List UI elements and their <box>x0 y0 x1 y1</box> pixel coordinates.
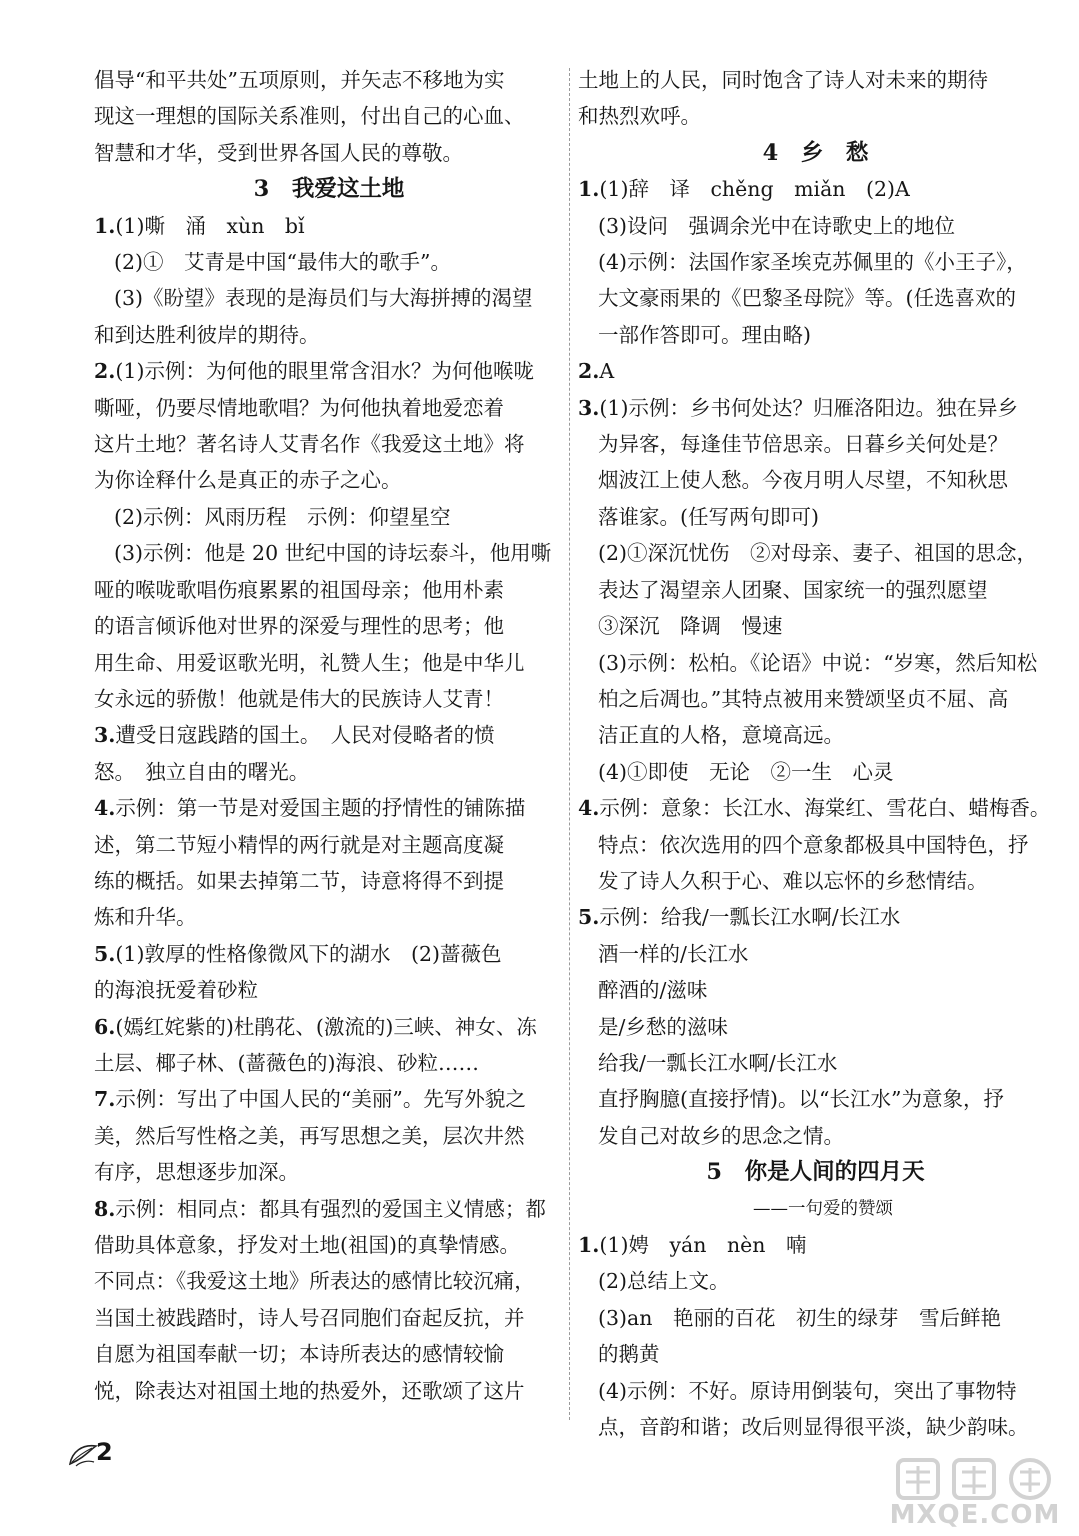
text-line: 练的概括。如果去掉第二节，诗意将得不到提 <box>94 868 504 893</box>
answer-item <box>94 790 564 826</box>
item-text: (1)嘶 涌 xùn bǐ <box>115 213 305 238</box>
text-line: 这片土地？著名诗人艾青名作《我爱这土地》将 <box>94 432 525 457</box>
item-text: A <box>599 359 615 384</box>
item-number: 1. <box>94 213 116 238</box>
text-line: 述，第二节短小精悍的两行就是对主题高度凝 <box>94 832 504 857</box>
text-line: 是/乡愁的滋味 <box>598 1014 728 1039</box>
item-number: 1. <box>578 1233 600 1257</box>
item-number: 3. <box>578 395 600 420</box>
column-divider <box>569 68 570 1420</box>
text-line: 给我/一瓢长江水啊/长江水 <box>598 1050 838 1075</box>
text-line: (3)示例：松柏。《论语》中说：“岁寒，然后知松 <box>598 650 1038 675</box>
answer-item <box>578 171 1053 207</box>
text-line: (3)an 艳丽的百花 初生的绿芽 雪后鲜艳 <box>598 1305 1001 1330</box>
text-line: (3)设问 强调余光中在诗歌史上的地位 <box>598 213 956 238</box>
item-number: 2. <box>94 359 116 384</box>
item-text: (1)敦厚的性格像微风下的湖水 (2)蔷薇色 <box>115 941 502 966</box>
left-column <box>94 62 564 1409</box>
answer-item <box>94 353 564 389</box>
text-line: 美，然后写性格之美，再写思想之美，层次井然 <box>94 1123 525 1148</box>
text-line: 烟波江上使人愁。今夜月明人尽望，不知秋思 <box>598 468 1008 493</box>
answer-site-logo-icon <box>894 1456 1054 1502</box>
item-number: 2. <box>578 359 600 384</box>
text-line: 现这一理想的国际关系准则，付出自己的心血、 <box>94 104 525 129</box>
text-line: 智慧和才华，受到世界各国人民的尊敬。 <box>94 140 463 165</box>
item-text: (1)示例：为何他的眼里常含泪水？为何他喉咙 <box>115 359 534 384</box>
text-line: 一部作答即可。理由略) <box>598 322 811 347</box>
text-line: (2)示例：风雨历程 示例：仰望星空 <box>114 504 451 529</box>
text-line: (2)总结上文。 <box>598 1269 730 1294</box>
text-line: (4)示例：不好。原诗用倒装句，突出了事物特 <box>598 1378 1017 1403</box>
page-number-badge <box>66 1434 124 1472</box>
page-number: 2 <box>96 1438 113 1466</box>
text-line: 酒一样的/长江水 <box>598 941 749 966</box>
text-line: 用生命、用爱讴歌光明，礼赞人生；他是中华儿 <box>94 650 525 675</box>
text-line: (2)① 艾青是中国“最伟大的歌手”。 <box>114 250 451 275</box>
item-number: 4. <box>578 796 600 821</box>
text-line: 和到达胜利彼岸的期待。 <box>94 322 320 347</box>
text-line: 发了诗人久积于心、难以忘怀的乡愁情结。 <box>598 868 988 893</box>
text-line: 的鹅黄 <box>598 1342 660 1367</box>
text-line: 当国土被践踏时，诗人号召同胞们奋起反抗，并 <box>94 1305 525 1330</box>
answer-item <box>578 790 1053 826</box>
text-line: 醉酒的/滋味 <box>598 978 708 1003</box>
item-number: 4. <box>94 796 116 821</box>
text-line: 大文豪雨果的《巴黎圣母院》等。(任选喜欢的 <box>598 286 1016 311</box>
text-line: 的海浪抚爱着砂粒 <box>94 978 258 1003</box>
section-heading: 5 你是人间的四月天 <box>706 1159 925 1186</box>
text-line: 为异客，每逢佳节倍思亲。日暮乡关何处是？ <box>598 432 1008 457</box>
item-text: 示例：给我/一瓢长江水啊/长江水 <box>599 905 901 930</box>
text-line: ③深沉 降调 慢速 <box>598 614 783 639</box>
right-column <box>578 62 1053 1445</box>
answer-item <box>578 1227 1053 1263</box>
answer-item <box>94 936 564 972</box>
item-text: 示例：相同点：都具有强烈的爱国主义情感；都 <box>115 1196 546 1221</box>
item-text: (1)示例：乡书何处达？归雁洛阳边。独在异乡 <box>599 395 1018 420</box>
text-line: 柏之后凋也。”其特点被用来赞颂坚贞不屈、高 <box>598 686 1009 711</box>
text-line: 自愿为祖国奉献一切；本诗所表达的感情较愉 <box>94 1342 504 1367</box>
text-line: 土地上的人民，同时饱含了诗人对未来的期待 <box>578 68 988 92</box>
text-line: 有序，思想逐步加深。 <box>94 1160 299 1185</box>
text-line: (3)示例：他是 20 世纪中国的诗坛泰斗，他用嘶 <box>114 541 552 566</box>
site-watermark <box>880 1456 1070 1532</box>
text-line: 特点：依次选用的四个意象都极具中国特色，抒 <box>598 832 1029 857</box>
section-subtitle: ——一句爱的赞颂 <box>753 1198 893 1219</box>
watermark-text: MXQE.COM <box>889 1500 1061 1530</box>
text-line: (4)示例：法国作家圣埃克苏佩里的《小王子》， <box>598 250 1027 275</box>
item-text: 示例：第一节是对爱国主题的抒情性的铺陈描 <box>115 796 526 821</box>
item-number: 8. <box>94 1196 116 1221</box>
text-line: 不同点：《我爱这土地》所表达的感情比较沉痛， <box>94 1269 535 1294</box>
text-line: 哑的喉咙歌唱伤痕累累的祖国母亲；他用朴素 <box>94 577 504 602</box>
answer-item <box>94 717 564 753</box>
item-text: 遭受日寇践踏的国土。 人民对侵略者的愤 <box>115 723 495 748</box>
item-text: (1)辞 译 chěng miǎn (2)A <box>599 177 910 202</box>
text-line: 炼和升华。 <box>94 905 197 930</box>
text-line: 发自己对故乡的思念之情。 <box>598 1123 844 1148</box>
section-heading: 3 我爱这土地 <box>253 176 405 203</box>
answer-item <box>94 1081 564 1117</box>
text-line: 洁正直的人格，意境高远。 <box>598 723 844 748</box>
text-line: (4)①即使 无论 ②一生 心灵 <box>598 759 894 784</box>
text-line: 倡导“和平共处”五项原则，并矢志不移地为实 <box>94 68 505 92</box>
item-text: (嫣红姹紫的)杜鹃花、(激流的)三峡、神女、冻 <box>115 1014 537 1039</box>
text-line: (2)①深沉忧伤 ②对母亲、妻子、祖国的思念， <box>598 541 1038 566</box>
item-number: 6. <box>94 1014 116 1039</box>
item-number: 3. <box>94 723 116 748</box>
answer-item <box>94 1191 564 1227</box>
item-number: 7. <box>94 1087 116 1112</box>
item-number: 5. <box>94 941 116 966</box>
text-line: 借助具体意象，抒发对土地(祖国)的真挚情感。 <box>94 1233 520 1257</box>
item-text: 示例：写出了中国人民的“美丽”。先写外貌之 <box>115 1087 526 1112</box>
answer-item <box>578 390 1053 426</box>
answer-item <box>578 353 1053 389</box>
item-number: 1. <box>578 177 600 202</box>
text-line: 女永远的骄傲！他就是伟大的民族诗人艾青！ <box>94 686 504 711</box>
text-line: 嘶哑，仍要尽情地歌唱？为何他执着地爱恋着 <box>94 395 504 420</box>
text-line: 为你诠释什么是真正的赤子之心。 <box>94 468 402 493</box>
item-number: 5. <box>578 905 600 930</box>
answer-item <box>578 899 1053 935</box>
item-text: 示例：意象：长江水、海棠红、雪花白、蜡梅香。 <box>599 796 1051 821</box>
answer-item <box>94 1009 564 1045</box>
answer-item <box>94 208 564 244</box>
text-line: 落谁家。(任写两句即可) <box>598 504 819 529</box>
text-line: 表达了渴望亲人团聚、国家统一的强烈愿望 <box>598 577 988 602</box>
text-line: 土层、椰子林、(蔷薇色的)海浪、砂粒…… <box>94 1050 479 1075</box>
text-line: 怒。 独立自由的曙光。 <box>94 759 310 784</box>
item-text: (1)娉 yán nèn 喃 <box>599 1233 807 1257</box>
text-line: 的语言倾诉他对世界的深爱与理性的思考；他 <box>94 614 504 639</box>
text-line: 和热烈欢呼。 <box>578 104 701 129</box>
text-line: 点，音韵和谐；改后则显得很平淡，缺少韵味。 <box>598 1415 1029 1440</box>
text-line: 悦，除表达对祖国土地的热爱外，还歌颂了这片 <box>94 1378 525 1403</box>
text-line: (3)《盼望》表现的是海员们与大海拼搏的渴望 <box>114 286 533 311</box>
section-heading: 4 乡 愁 <box>762 139 869 166</box>
text-line: 直抒胸臆(直接抒情)。以“长江水”为意象，抒 <box>598 1087 1004 1112</box>
